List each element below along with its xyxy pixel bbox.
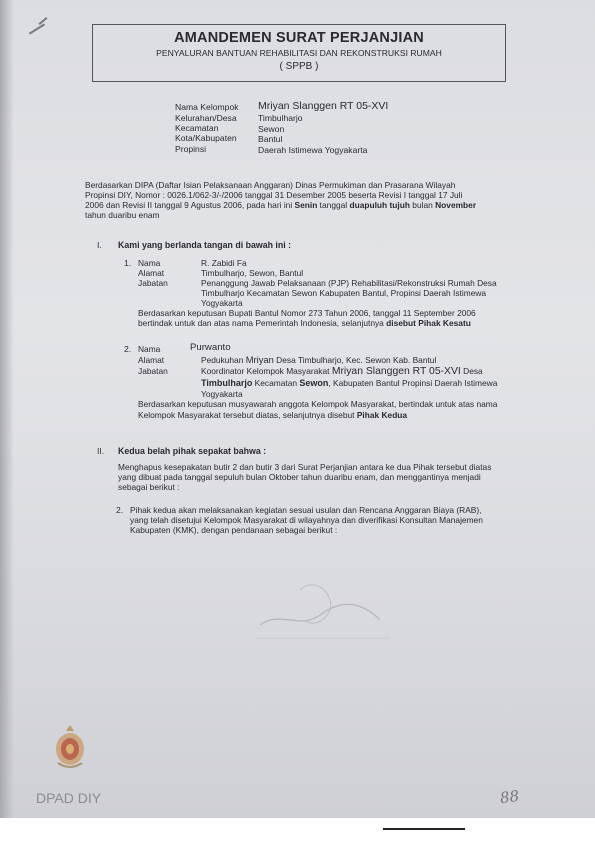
document-subtitle: PENYALURAN BANTUAN REHABILITASI DAN REKONSTRUKSI RUMAH [156, 48, 442, 58]
identity-label-2: Kelurahan/Desa [175, 113, 237, 123]
intro-text: bulan [409, 200, 436, 210]
party-1-number: 1. [124, 258, 132, 268]
party-1-position-line-1: Penanggung Jawab Pelaksanaan (PJP) Rehabilitasi/Rekonstruksi Rumah Desa [201, 278, 497, 288]
document-title: AMANDEMEN SURAT PERJANJIAN [174, 30, 424, 46]
section-1-heading: Kami yang berlanda tangan di bawah ini : [118, 240, 292, 250]
party-2-basis-line-2 [138, 410, 407, 420]
staple-mark [29, 23, 45, 34]
identity-value-1: Mriyan Slanggen RT 05-XVI [258, 100, 389, 112]
identity-value-2: Timbulharjo [258, 113, 303, 123]
party-2-name: Purwanto [190, 342, 231, 353]
party-2-role: Pihak Kedua [356, 410, 408, 420]
section-2-number: II. [97, 446, 105, 456]
party-2-name-label: Nama [138, 344, 161, 354]
intro-day: Senin [294, 200, 318, 210]
party-1-position-line-2: Timbulharjo Kecamatan Sewon Kabupaten Bantul, Propinsi Daerah Istimewa [201, 288, 487, 298]
section-2-para-line-3: sebagai berikut : [118, 482, 180, 492]
section-2-item-line-2: yang telah disetujui Kelompok Masyarakat di wilayahnya dan diverifikasi Konsultan Manajemen [130, 515, 483, 525]
party-2-position-line-3: Yogyakarta [201, 389, 243, 399]
section-2-para-line-2: yang dibuat pada tanggal sepuluh bulan Oktober tahun duaribu enam, dan menggantinya menjadi [118, 472, 481, 482]
party-2-position-text: , Kabupaten Bantul Propinsi Daerah Istimewa [328, 378, 498, 388]
identity-label-1: Nama Kelompok [175, 102, 239, 112]
section-1-number: I. [97, 240, 102, 250]
intro-text: tanggal [317, 200, 350, 210]
handwritten-page-number: 88 [498, 786, 521, 808]
title-box [92, 24, 506, 82]
party-1-basis-line-1: Berdasarkan keputusan Bupati Bantul Nomor 273 Tahun 2006, tanggal 11 September 2006 [138, 308, 476, 318]
bottom-rule [383, 828, 465, 830]
party-2-position-label: Jabatan [138, 366, 168, 376]
government-seal-logo [52, 723, 88, 771]
party-2-position-line-1 [201, 366, 483, 377]
section-2-item-number: 2. [116, 505, 124, 515]
identity-value-5: Daerah Istimewa Yogyakarta [258, 145, 368, 155]
party-1-name-label: Nama [138, 258, 161, 268]
identity-label-4: Kota/Kabupaten [175, 133, 237, 143]
party-1-position-line-3: Yogyakarta [201, 298, 243, 308]
intro-text: 2006 dan Revisi II tanggal 9 Agustus 2006, pada hari ini [85, 200, 295, 210]
section-2-heading: Kedua belah pihak sepakat bahwa : [118, 446, 267, 456]
party-2-basis-text: Kelompok Masyarakat tersebut diatas, selanjutnya disebut [138, 410, 357, 420]
section-2-item-line-1: Pihak kedua akan melaksanakan kegiatan sesuai usulan dan Rencana Anggaran Biaya (RAB), [130, 505, 482, 515]
document-code: ( SPPB ) [279, 61, 319, 72]
party-1-address-label: Alamat [138, 268, 165, 278]
party-2-address-label: Alamat [138, 355, 165, 365]
party-2-basis-line-1: Berdasarkan keputusan musyawarah anggota Kelompok Masyarakat, bertindak untuk atas nama [138, 399, 498, 409]
signature-bleedthrough [240, 570, 400, 650]
identity-value-4: Bantul [258, 134, 283, 144]
page-shadow [0, 0, 14, 818]
party-2-number: 2. [124, 344, 132, 354]
identity-value-3: Sewon [258, 124, 285, 134]
watermark-label: DPAD DIY [36, 790, 102, 806]
intro-line-4: tahun duaribu enam [85, 210, 160, 220]
intro-line-3 [85, 200, 476, 210]
party-2-position-text: Koordinator Kelompok Masyarakat [201, 366, 332, 376]
party-2-village: Timbulharjo [201, 378, 253, 388]
identity-label-5: Propinsi [175, 144, 207, 154]
party-2-district: Sewon [299, 378, 329, 388]
party-1-position-label: Jabatan [138, 278, 168, 288]
party-1-address: Timbulharjo, Sewon, Bantul [201, 268, 304, 278]
party-2-position-text: Kecamatan [252, 378, 300, 388]
intro-month: November [435, 200, 477, 210]
party-2-address-hamlet: Mriyan [245, 354, 274, 365]
party-1-role: disebut Pihak Kesatu [386, 318, 471, 328]
party-1-basis-text: bertindak untuk dan atas nama Pemerintah Indonesia, selanjutnya [138, 318, 387, 328]
party-2-address [201, 355, 436, 365]
identity-label-3: Kecamatan [175, 123, 219, 133]
section-2-item-line-3: Kabupaten (KMK), dengan pendanaan sebagai berikut : [130, 525, 338, 535]
section-2-para-line-1: Menghapus kesepakatan butir 2 dan butir 3 dari Surat Perjanjian antara ke dua Pihak tersebut diatas [118, 462, 492, 472]
party-1-basis-line-2 [138, 318, 471, 328]
party-2-address-text: Pedukuhan [201, 355, 246, 365]
party-2-position-line-2 [201, 378, 497, 388]
intro-line-2: Propinsi DIY, Nomor : 0026.1/062-3/-/2006 tanggal 31 Desember 2005 beserta Revisi I tanggal 17 Juli [85, 190, 463, 200]
party-2-address-text: Desa Timbulharjo, Kec. Sewon Kab. Bantul [273, 355, 437, 365]
party-2-position-text: Desa [460, 366, 483, 376]
party-2-group-name: Mriyan Slanggen RT 05-XVI [331, 366, 461, 377]
intro-date: duapuluh tujuh [349, 200, 410, 210]
party-1-name: R. Zabidi Fa [201, 258, 247, 268]
intro-line-1: Berdasarkan DIPA (Daftar Isian Pelaksanaan Anggaran) Dinas Permukiman dan Prasarana Wilayah [85, 180, 456, 190]
